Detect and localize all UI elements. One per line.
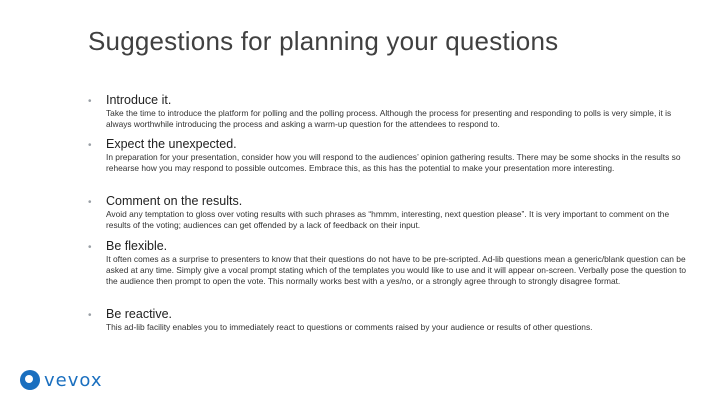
- bullet-dot-icon: •: [88, 310, 92, 321]
- bullet-item-reactive: [88, 307, 688, 333]
- vevox-logo: [20, 368, 103, 392]
- bullet-dot-icon: •: [88, 140, 92, 151]
- bullet-dot-icon: •: [88, 197, 92, 208]
- bullet-item-introduce: [88, 93, 688, 130]
- bullet-item-expect: [88, 137, 688, 174]
- bullet-heading: Introduce it.: [106, 93, 172, 107]
- slide-title: Suggestions for planning your questions: [88, 26, 559, 56]
- bullet-heading: Comment on the results.: [106, 194, 243, 208]
- bullet-dot-icon: •: [88, 242, 92, 253]
- bullet-heading: Be flexible.: [106, 239, 168, 253]
- bullet-item-comment: [88, 194, 688, 231]
- logo-text: vevox: [44, 369, 103, 391]
- bullet-body: This ad-lib facility enables you to immediately react to questions or comments raised by your audience or results of other questions.: [106, 322, 593, 332]
- vevox-logo-icon: [20, 370, 40, 390]
- bullet-body: In preparation for your presentation, consider how you will respond to the audiences’ opinion gathering results. There may be some shocks in the results so rehearse how you may respond to possible outcomes. Embrace this, as this has the potential to make your presentation more interesting.: [106, 152, 681, 173]
- bullet-body: It often comes as a surprise to presenters to know that their questions do not have to be pre-scripted. Ad-lib questions mean a generic/blank question can be asked at any time. Simply give a vocal prompt stating which of the templates you would like to use and it will appear on-screen. Verbally pose the question to the audience then prompt to open the vote. This normally works best with a yes/no, or a strongly agree through to strongly disagree format.: [106, 254, 687, 286]
- bullet-body: Take the time to introduce the platform for polling and the polling process. Although the process for presenting and responding to polls is very simple, it is always worthwhile introducing the process and asking a warm-up question for the attendees to respond to.: [106, 108, 672, 129]
- bullet-heading: Expect the unexpected.: [106, 137, 237, 151]
- bullet-item-flexible: [88, 239, 688, 286]
- bullet-body: Avoid any temptation to gloss over voting results with such phrases as “hmmm, interesting, next question please”. It is very important to comment on the results of the voting; audiences can get offended by a lack of feedback on their input.: [106, 209, 670, 230]
- bullet-heading: Be reactive.: [106, 307, 173, 321]
- bullet-dot-icon: •: [88, 96, 92, 107]
